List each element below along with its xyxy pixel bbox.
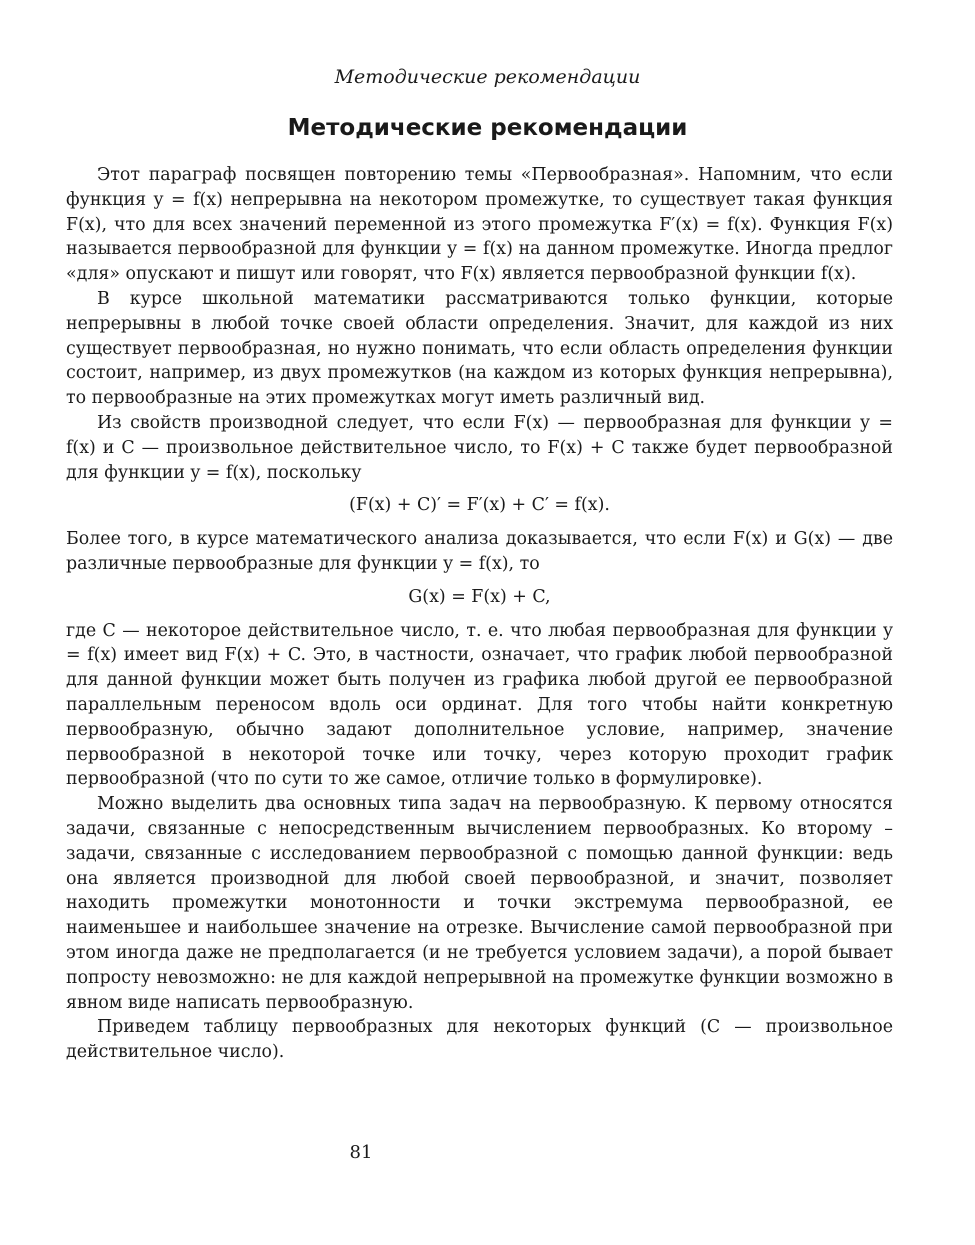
paragraph-continuity: В курсе школьной математики рассматриваются только функции, которые непрерывны в любой точке своей области определения. Значит, для каждой из них существует первообразная, но нужно понимать, что если область определения функции состоит, например, из двух промежутков (на каждом из которых функция непрерывна), то первообразные на этих промежутках могут иметь различный вид. — [66, 288, 893, 409]
section-title: Методические рекомендации — [287, 115, 688, 141]
paragraph-table-intro: Приведем таблицу первообразных для некоторых функций (C — произвольное действительное число). — [66, 1017, 893, 1063]
page-number: 81 — [349, 1142, 373, 1163]
paragraph-derivative-property: Из свойств производной следует, что если F(x) — первообразная для функции y = f(x) и C — произвольное действительное число, то F(x) + C также будет первообразной для функции y = f(x), поскольку — [66, 412, 893, 483]
formula-general-form: G(x) = F(x) + C, — [408, 586, 551, 607]
paragraph-definition: Этот параграф посвящен повторению темы «Первообразная». Напомним, что если функция y = f(x) непрерывна на некотором промежутке, то существует такая функция F(x), что для всех значений переменной из этого промежутка F′(x) = f(x). Функция F(x) называется первообразной для функции y = f(x) на данном промежутке. Иногда предлог «для» опускают и пишут или говорят, что F(x) является первообразной функции f(x). — [66, 165, 893, 285]
paragraph-constant: где C — некоторое действительное число, т. е. что любая первообразная для функции y = f(x) имеет вид F(x) + C. Это, в частности, означает, что график любой первообразной для данной функции может быть получен из графика любой другой ее первообразной параллельным переносом вдоль оси ординат. Для того чтобы найти конкретную первообразную, обычно задают дополнительное условие, например, значение первообразной в некоторой точке или точку, через которую проходит график первообразной (что по сути то же самое, отличие только в формулировке). — [66, 620, 893, 790]
paragraph-task-types: Можно выделить два основных типа задач на первообразную. К первому относятся задачи, связанные с непосредственным вычислением первообразных. Ко второму – задачи, связанные с исследованием первообразной с помощью данной функции: ведь она является производной для любой своей первообразной, и значит, позволяет находить промежутки монотонности и точки экстремума первообразной, ее наименьшее и наибольшее значение на отрезке. Вычисление самой первообразной при этом иногда даже не предполагается (и не требуется условием задачи), а порой бывает попросту невозможно: не для каждой непрерывной на промежутке функции возможно в явном виде написать первообразную. — [66, 794, 893, 1013]
formula-derivative: (F(x) + C)′ = F′(x) + C′ = f(x). — [349, 495, 610, 516]
running-head: Методические рекомендации — [334, 66, 641, 88]
body-text — [66, 163, 893, 1065]
paragraph-analysis: Более того, в курсе математического анализа доказывается, что если F(x) и G(x) — две различные первообразные для функции y = f(x), то — [66, 529, 893, 574]
